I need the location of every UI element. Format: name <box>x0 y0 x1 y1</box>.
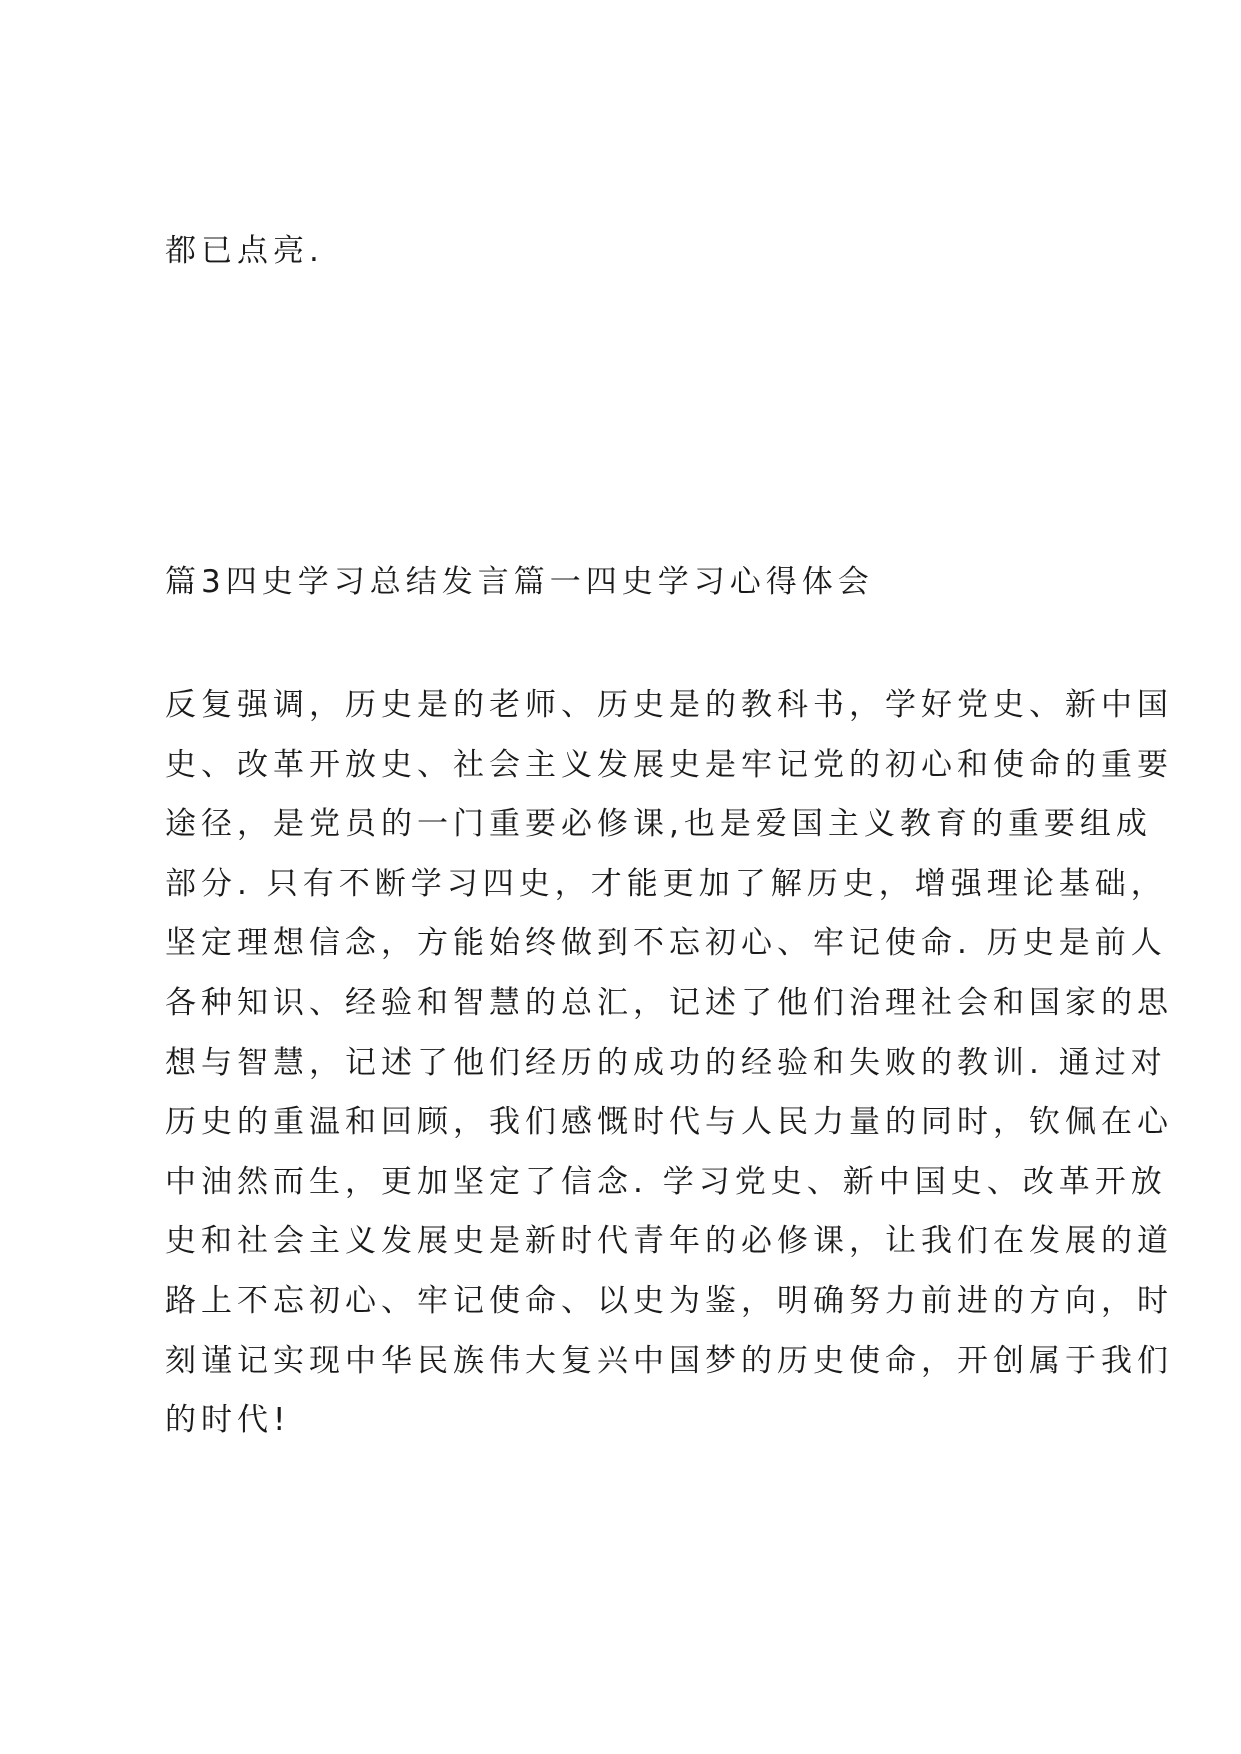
paragraph-line: 历史的重温和回顾，我们感慨时代与人民力量的同时，钦佩在心 <box>165 1104 1173 1141</box>
paragraph-line: 想与智慧，记述了他们经历的成功的经验和失败的教训. 通过对 <box>165 1044 1167 1081</box>
paragraph-line: 的时代! <box>165 1402 291 1439</box>
paragraph-line: 反复强调，历史是的老师、历史是的教科书，学好党史、新中国 <box>165 687 1173 723</box>
paragraph-line: 刻谨记实现中华民族伟大复兴中国梦的历史使命，开创属于我们 <box>165 1342 1173 1379</box>
paragraph-line: 部分. 只有不断学习四史，才能更加了解历史，增强理论基础， <box>165 865 1167 902</box>
paragraph-line: 史和社会主义发展史是新时代青年的必修课，让我们在发展的道 <box>165 1223 1173 1260</box>
paragraph-line: 坚定理想信念，方能始终做到不忘初心、牢记使命. 历史是前人 <box>165 925 1167 962</box>
paragraph-line: 路上不忘初心、牢记使命、以史为鉴，明确努力前进的方向，时 <box>165 1282 1173 1319</box>
section-heading: 篇3四史学习总结发言篇一四史学习心得体会 <box>165 564 874 600</box>
paragraph-line: 各种知识、经验和智慧的总汇，记述了他们治理社会和国家的思 <box>165 984 1173 1021</box>
paragraph-line: 中油然而生，更加坚定了信念. 学习党史、新中国史、改革开放 <box>165 1163 1167 1200</box>
body-paragraph <box>165 676 1173 1451</box>
paragraph-line: 途径，是党员的一门重要必修课,也是爱国主义教育的重要组成 <box>165 806 1152 843</box>
paragraph-line: 史、改革开放史、社会主义发展史是牢记党的初心和使命的重要 <box>165 746 1173 783</box>
continued-text-fragment: 都已点亮. <box>165 233 324 269</box>
